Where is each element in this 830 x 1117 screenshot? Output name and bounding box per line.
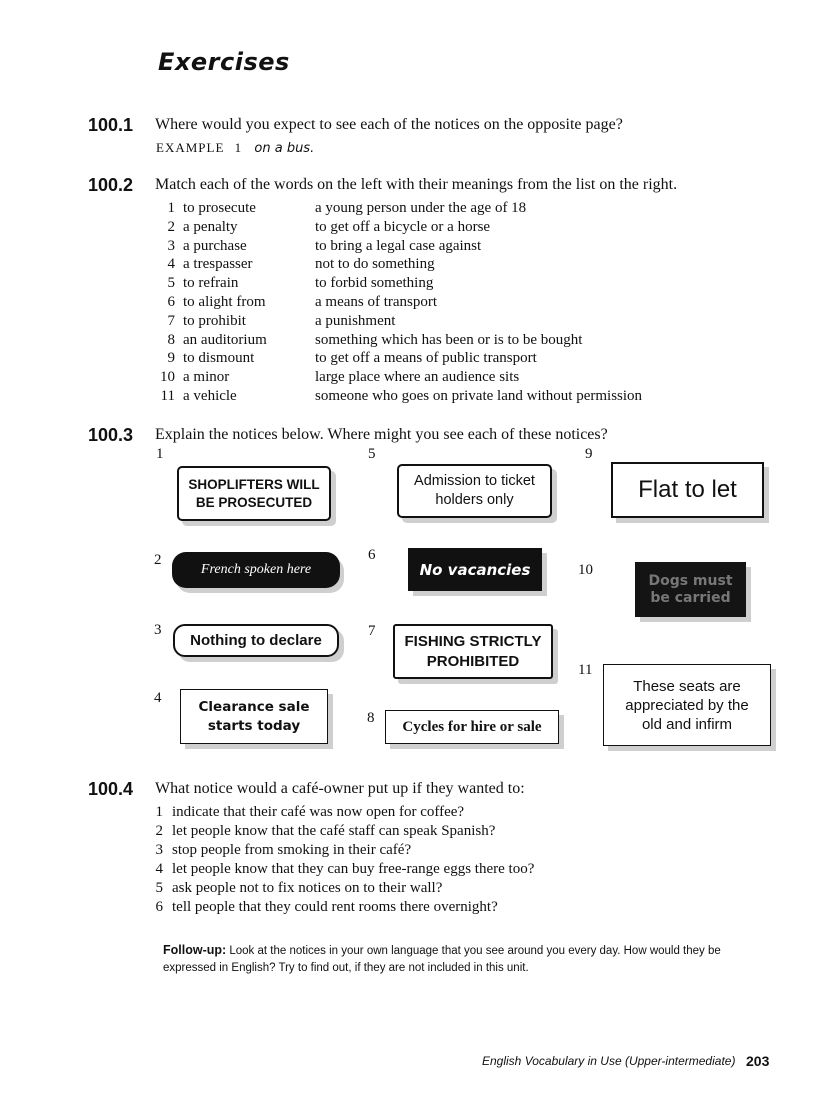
notice-label-6: 6 [368,547,376,563]
matching-row [153,312,642,331]
notice-label-7: 7 [368,623,376,639]
list-item [153,879,534,898]
row-number: 10 [160,369,175,386]
page-number: 203 [746,1053,770,1069]
meaning: a young person under the age of 18 [315,200,527,216]
notice-label-10: 10 [578,562,593,578]
matching-row [153,237,642,256]
item-number: 4 [155,861,163,877]
example-number: 1 [234,140,243,155]
row-number: 3 [167,237,175,254]
list-item [153,898,534,917]
word: a vehicle [183,387,237,404]
notice-french-spoken: French spoken here [172,552,340,588]
item-text: let people know that they can buy free-range eggs there too? [172,861,535,877]
notice-label-4: 4 [154,690,162,706]
item-number: 5 [155,880,163,896]
meaning: not to do something [315,256,435,273]
matching-table [153,199,642,406]
item-text: let people know that the café staff can speak Spanish? [172,823,496,839]
example-line [156,140,314,156]
notice-label-9: 9 [585,446,593,462]
item-text: ask people not to fix notices on to their wall? [172,880,443,896]
meaning: someone who goes on private land without permission [315,387,643,404]
list-item [153,860,534,879]
notice-label-2: 2 [154,552,162,568]
word: a minor [183,369,230,386]
notice-seats-infirm: These seats are appreciated by the old and infirm [603,664,771,746]
meaning: to bring a legal case against [315,237,482,254]
row-number: 7 [167,312,175,329]
item-text: tell people that they could rent rooms there overnight? [172,899,498,915]
matching-row [153,218,642,237]
matching-row [153,199,642,218]
matching-row [153,293,642,312]
row-number: 2 [167,218,175,235]
matching-row [153,255,642,274]
example-answer: on a bus. [254,141,315,156]
follow-up-label: Follow-up: [163,943,227,957]
meaning: to get off a bicycle or a horse [315,218,491,235]
notice-cycles-hire: Cycles for hire or sale [385,710,559,744]
example-label: EXAMPLE [156,140,225,155]
row-number: 1 [167,200,175,216]
notice-nothing-to-declare: Nothing to declare [173,624,339,657]
follow-up-note [163,942,763,977]
notice-label-11: 11 [578,662,593,678]
meaning: to forbid something [315,275,434,292]
row-number: 6 [167,293,175,310]
notice-shoplifters: SHOPLIFTERS WILL BE PROSECUTED [177,466,331,521]
exercise-number-2: 100.2 [88,175,134,195]
notice-no-vacancies: No vacancies [408,548,542,591]
row-number: 4 [167,256,175,273]
notice-flat-to-let: Flat to let [611,462,764,518]
row-number: 8 [167,331,175,348]
matching-row [153,387,642,406]
list-item [153,822,534,841]
book-title-footer: English Vocabulary in Use (Upper-intermediate) [482,1054,736,1068]
word: an auditorium [183,331,267,348]
word: a trespasser [183,256,253,273]
notice-dogs-carried: Dogs must be carried [635,562,746,617]
matching-row [153,274,642,293]
notice-label-5: 5 [368,446,376,462]
word: to prohibit [183,312,246,329]
notice-clearance-sale: Clearance sale starts today [180,689,328,744]
row-number: 11 [160,387,175,404]
word: a purchase [183,237,247,254]
exercise-number-4: 100.4 [88,779,134,799]
notice-label-8: 8 [367,710,375,726]
question-list [153,803,534,917]
meaning: something which has been or is to be bought [315,331,583,348]
item-text: stop people from smoking in their café? [172,842,412,858]
list-item [153,841,534,860]
matching-row [153,349,642,368]
notice-admission: Admission to ticket holders only [397,464,552,518]
row-number: 9 [167,350,175,367]
meaning: a punishment [315,312,396,329]
exercise-number-3: 100.3 [88,425,134,445]
meaning: to get off a means of public transport [315,350,537,367]
exercise-number-1: 100.1 [88,115,134,135]
notice-label-1: 1 [156,446,164,462]
notice-fishing-prohibited: FISHING STRICTLY PROHIBITED [393,624,553,679]
row-number: 5 [167,275,175,292]
item-text: indicate that their café was now open for coffee? [172,804,465,820]
meaning: a means of transport [315,293,438,310]
exercise-question-2: Match each of the words on the left with their meanings from the list on the right. [155,176,678,193]
meaning: large place where an audience sits [315,369,520,386]
item-number: 1 [155,804,163,820]
word: to dismount [183,350,255,367]
item-number: 2 [155,823,163,839]
page-title: Exercises [158,48,290,76]
list-item [153,803,534,822]
word: to prosecute [183,200,256,216]
follow-up-text: Look at the notices in your own language that you see around you every day. How would they be expressed in English? Try to find out, if they are not included in this unit. [163,945,721,974]
word: to alight from [183,293,266,310]
exercise-question-4: What notice would a café-owner put up if they wanted to: [155,780,525,797]
matching-row [153,331,642,350]
exercise-question-1: Where would you expect to see each of the notices on the opposite page? [155,116,623,133]
notice-label-3: 3 [154,622,162,638]
exercise-question-3: Explain the notices below. Where might you see each of these notices? [155,426,608,443]
word: to refrain [183,275,239,292]
item-number: 3 [155,842,163,858]
item-number: 6 [155,899,163,915]
matching-row [153,368,642,387]
word: a penalty [183,218,238,235]
